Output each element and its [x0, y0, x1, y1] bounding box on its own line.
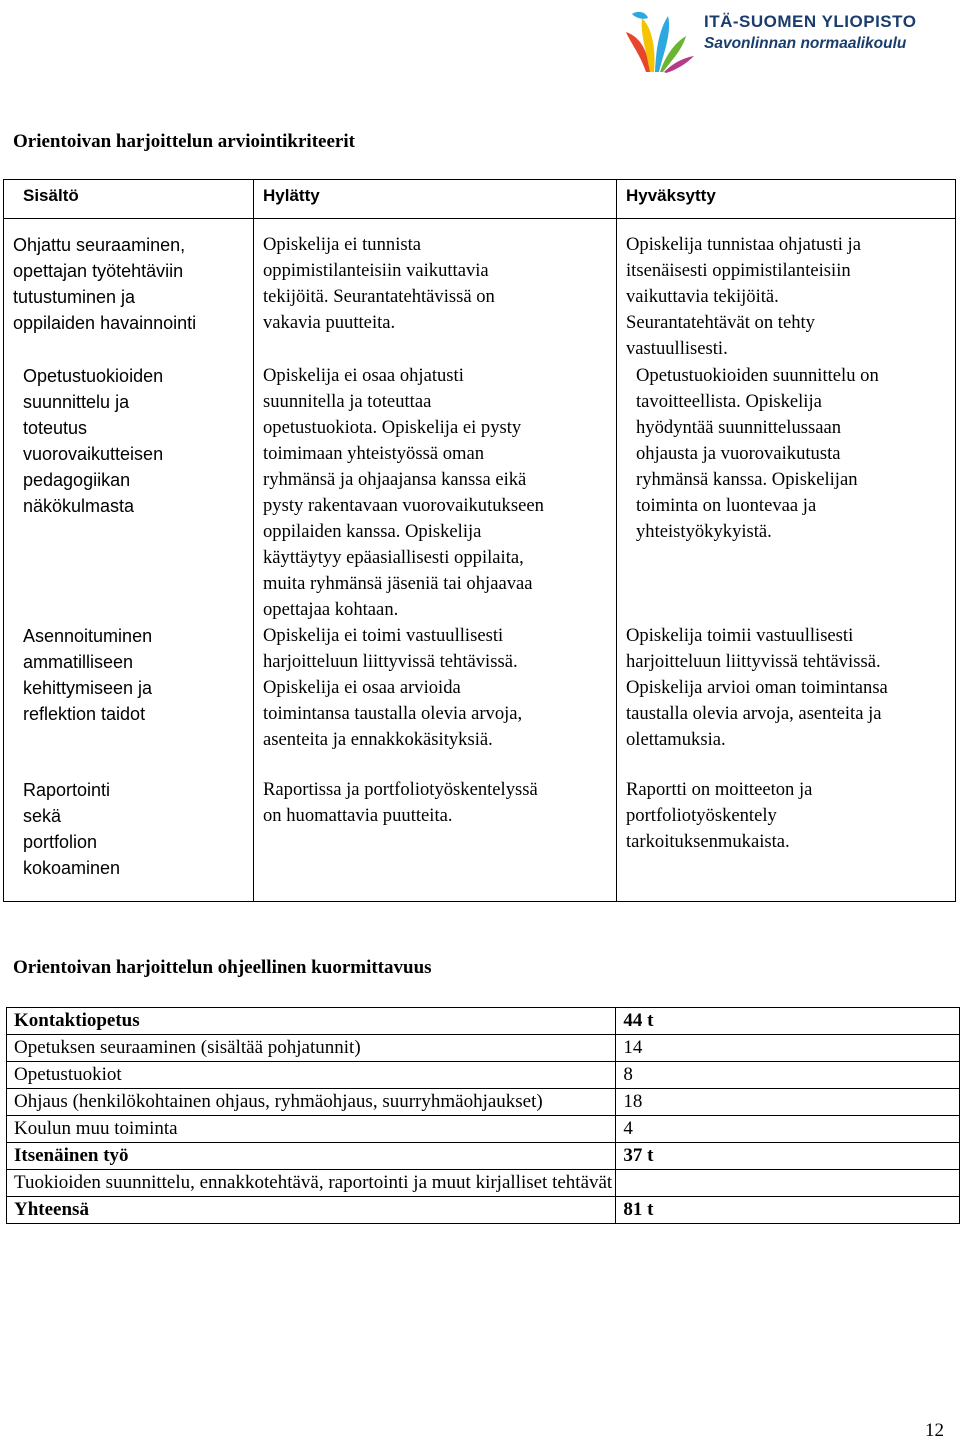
workload-label: Opetustuokiot [7, 1062, 616, 1089]
criteria-row-1-accepted: Opiskelija tunnistaa ohjatusti ja itsenäisesti oppimistilanteisiin vaikuttavia tekijöitä. Seurantatehtävät on tehty vastuullisesti. [626, 234, 861, 359]
header-rejected: Hylätty [263, 186, 320, 205]
criteria-row-3-accepted: Opiskelija toimii vastuullisesti harjoitteluun liittyvissä tehtävissä. Opiskelija arvioi oman toimintansa taustalla olevia arvoja, asenteita ja olettamuksia. [626, 625, 888, 750]
criteria-row-2-content: Opetustuokioiden suunnittelu ja toteutus vuorovaikutteisen pedagogiikan näkökulmasta [23, 366, 164, 516]
workload-label: Kontaktiopetus [7, 1008, 616, 1035]
table-row [7, 1197, 960, 1224]
workload-label: Yhteensä [7, 1197, 616, 1224]
workload-label: Koulun muu toiminta [7, 1116, 616, 1143]
workload-label: Ohjaus (henkilökohtainen ohjaus, ryhmäohjaus, suurryhmäohjaukset) [7, 1089, 616, 1116]
page-number: 12 [925, 1420, 944, 1441]
criteria-row-3-content: Asennoituminen ammatilliseen kehittymiseen ja reflektion taidot [23, 626, 153, 724]
workload-label: Itsenäinen työ [7, 1143, 616, 1170]
criteria-row-2-accepted: Opetustuokioiden suunnittelu on tavoitteellista. Opiskelija hyödyntää suunnittelussaan ohjausta ja vuorovaikutusta ryhmänsä kanssa. Opiskelijan toiminta on luontevaa ja yhteistyökykyistä. [636, 365, 879, 542]
table-row [7, 1143, 960, 1170]
workload-value: 37 t [616, 1143, 960, 1170]
university-logo [624, 2, 960, 80]
table-row [7, 1116, 960, 1143]
workload-value: 18 [616, 1089, 960, 1116]
workload-label: Opetuksen seuraaminen (sisältää pohjatunnit) [7, 1035, 616, 1062]
table-row [7, 1170, 960, 1197]
table-row [7, 1062, 960, 1089]
workload-label: Tuokioiden suunnittelu, ennakkotehtävä, raportointi ja muut kirjalliset tehtävät [7, 1170, 616, 1197]
criteria-row-4-rejected: Raportissa ja portfoliotyöskentelyssä on huomattavia puutteita. [263, 779, 538, 826]
workload-value: 4 [616, 1116, 960, 1143]
workload-value: 8 [616, 1062, 960, 1089]
criteria-row-3-rejected: Opiskelija ei toimi vastuullisesti harjoitteluun liittyvissä tehtävissä. Opiskelija ei osaa arvioida toimintansa taustalla olevia arvoja, asenteita ja ennakkokäsityksiä. [263, 625, 523, 750]
workload-value: 44 t [616, 1008, 960, 1035]
table-row [7, 1089, 960, 1116]
table-row [7, 1008, 960, 1035]
workload-value: 81 t [616, 1197, 960, 1224]
workload-title: Orientoivan harjoittelun ohjeellinen kuormittavuus [13, 957, 432, 978]
criteria-row-1-content: Ohjattu seuraaminen, opettajan työtehtäviin tutustuminen ja oppilaiden havainnointi [13, 235, 197, 333]
logo-university-name: ITÄ-SUOMEN YLIOPISTO [704, 12, 917, 31]
logo-emblem-icon [624, 2, 700, 78]
workload-table [6, 1007, 960, 1224]
criteria-row-4-content: Raportointi sekä portfolion kokoaminen [23, 780, 121, 878]
criteria-table [3, 179, 956, 902]
header-content: Sisältö [23, 186, 79, 205]
logo-school-name: Savonlinnan normaalikoulu [704, 35, 907, 52]
criteria-row-1-rejected: Opiskelija ei tunnista oppimistilanteisiin vaikuttavia tekijöitä. Seurantatehtävissä on vakavia puutteita. [263, 234, 495, 333]
criteria-title: Orientoivan harjoittelun arviointikriteerit [13, 131, 355, 152]
workload-value: 14 [616, 1035, 960, 1062]
workload-value [616, 1170, 960, 1197]
table-row [7, 1035, 960, 1062]
criteria-row-4-accepted: Raportti on moitteeton ja portfoliotyöskentely tarkoituksenmukaista. [626, 779, 813, 852]
criteria-row-2-rejected: Opiskelija ei osaa ohjatusti suunnitella ja toteuttaa opetustuokiota. Opiskelija ei pysty toimimaan yhteistyössä oman ryhmänsä ja ohjaajansa kanssa eikä pysty rakentavaan vuorovaikutukseen oppilaiden kanssa. Opiskelija käyttäytyy epäasiallisesti oppilaita, muita ryhmänsä jäseniä tai ohjaavaa opettajaa kohtaan. [263, 365, 544, 620]
header-accepted: Hyväksytty [626, 186, 716, 205]
